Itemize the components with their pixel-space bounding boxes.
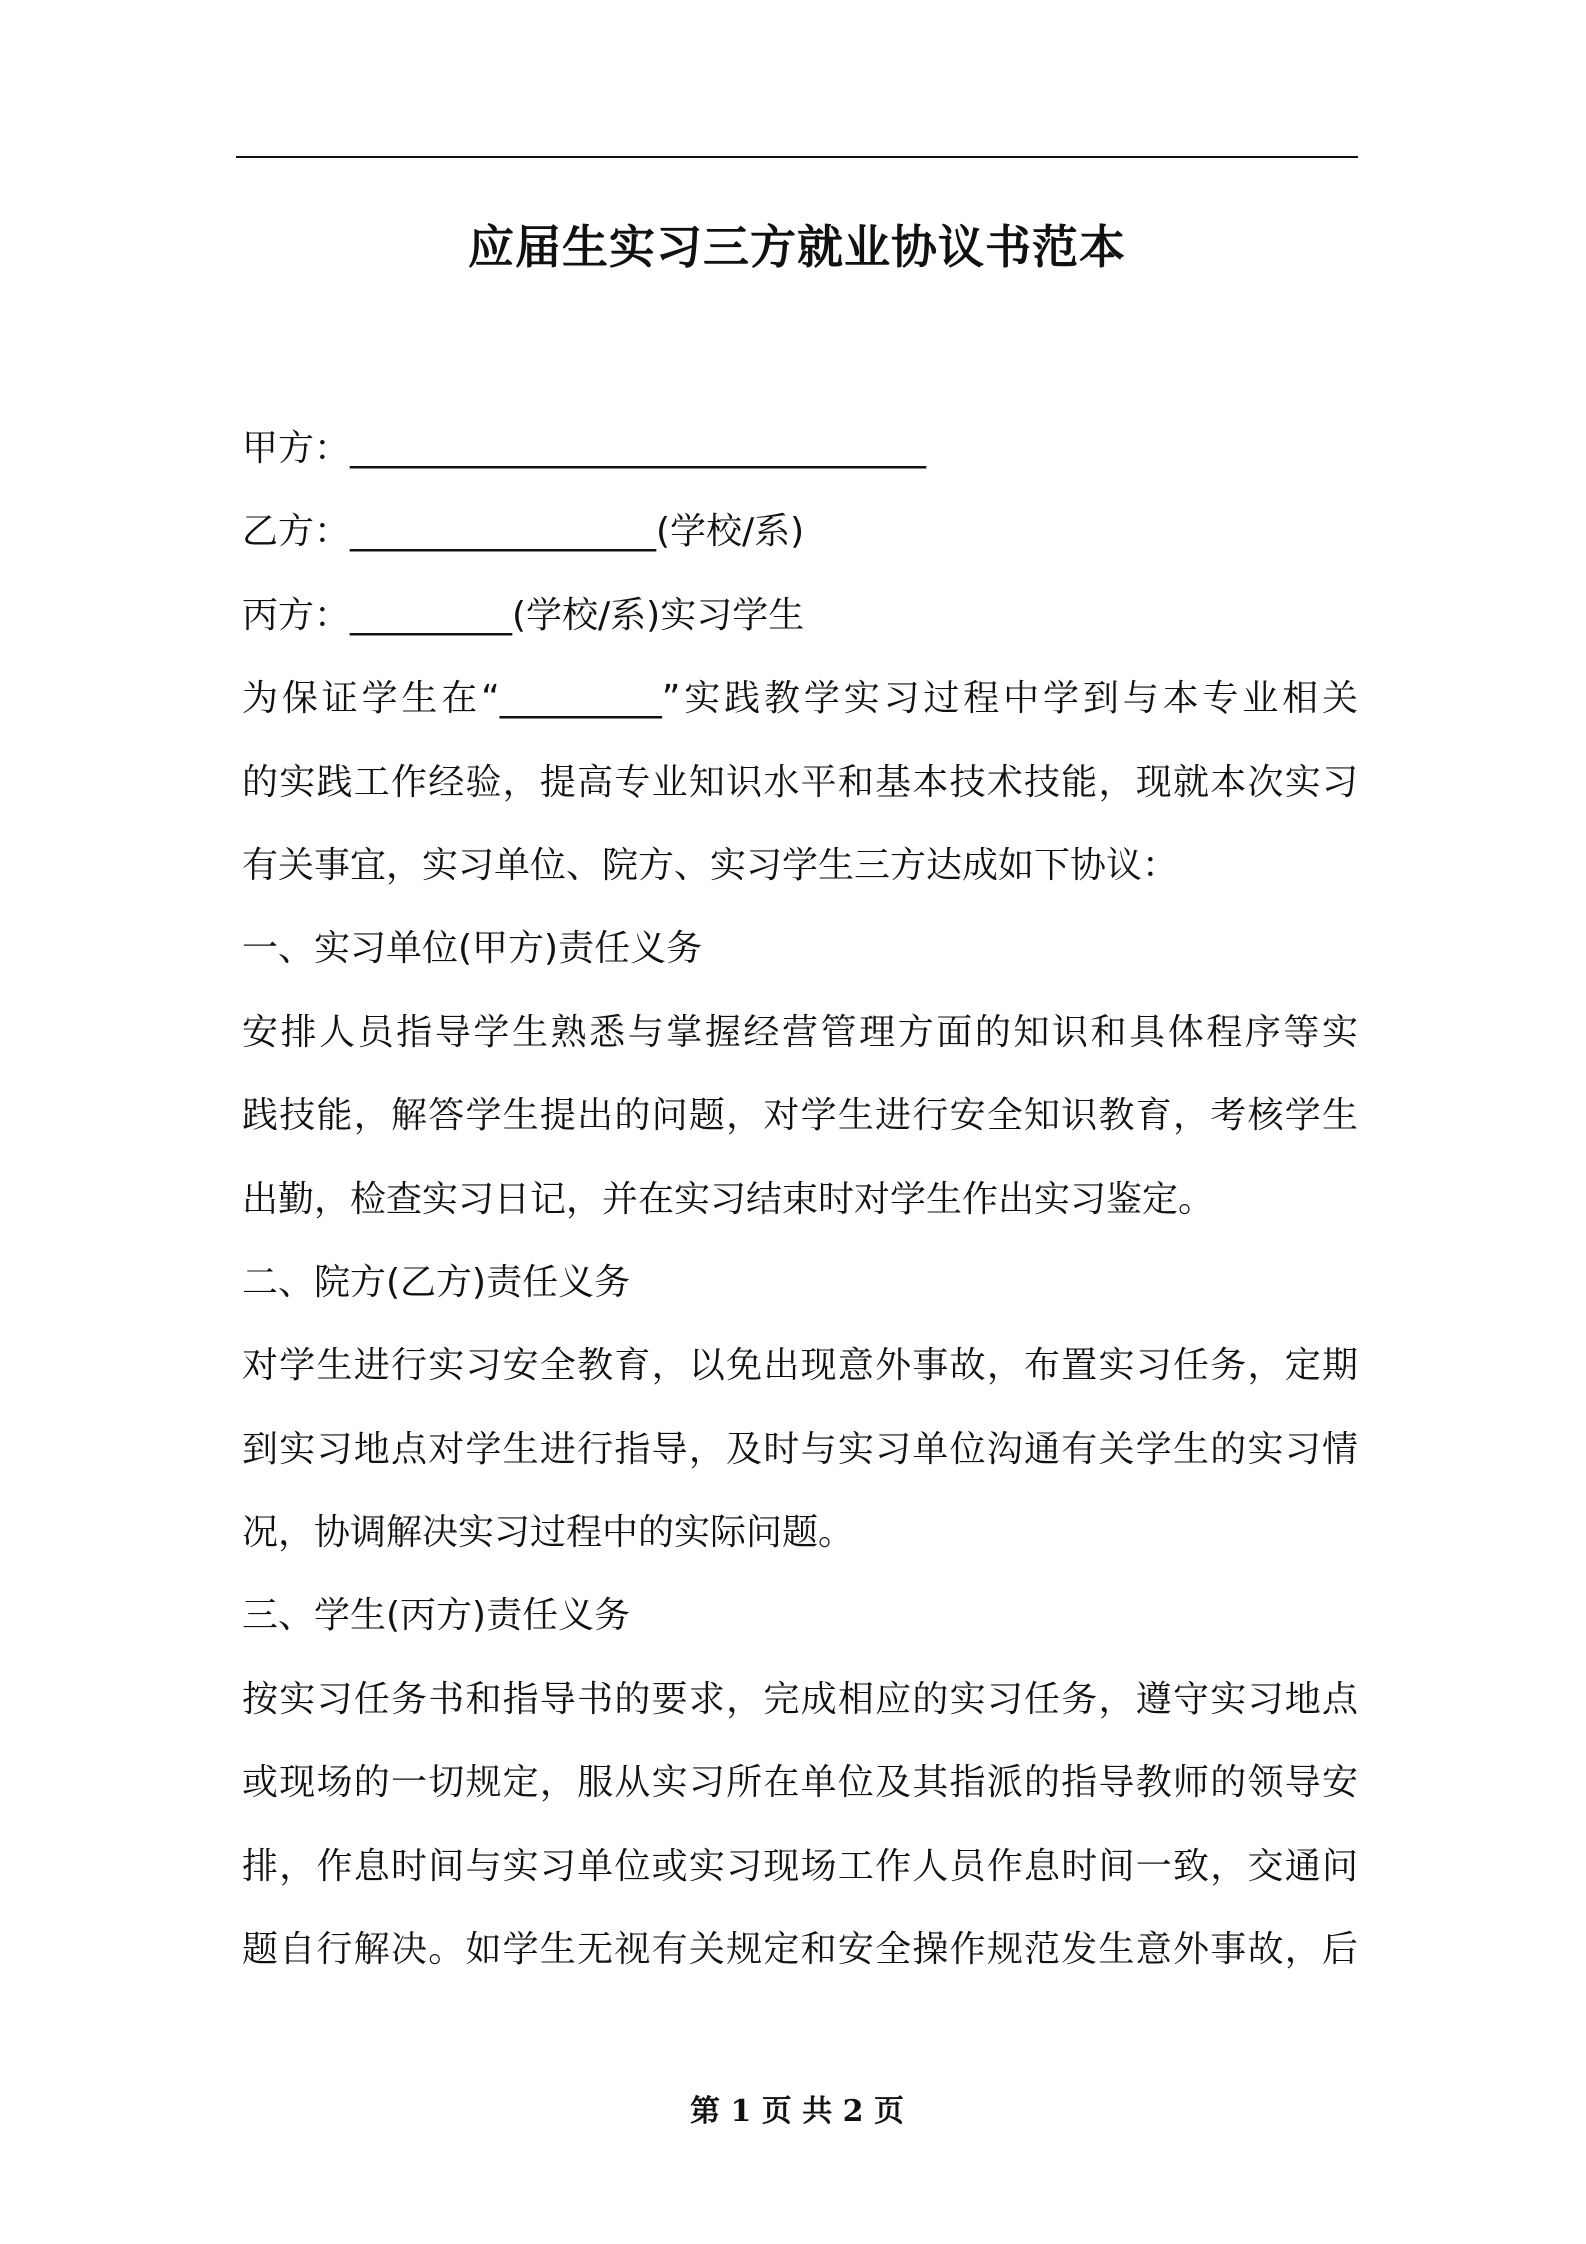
document-body	[242, 407, 1358, 1991]
section-heading: 三、学生(丙方)责任义务	[242, 1595, 631, 1637]
page-number-footer: 第 1 页 共 2 页	[690, 2094, 904, 2129]
paragraph-line: 践技能，解答学生提出的问题，对学生进行安全知识教育，考核学生	[242, 1095, 1358, 1137]
paragraph-line: 安排人员指导学生熟悉与掌握经营管理方面的知识和具体程序等实	[242, 1011, 1358, 1053]
party-b-line: 乙方：_________________(学校/系)	[242, 511, 805, 553]
section-heading: 二、院方(乙方)责任义务	[242, 1261, 631, 1303]
party-a-line: 甲方：________________________________	[242, 428, 927, 469]
paragraph-line: 对学生进行实习安全教育，以免出现意外事故，布置实习任务，定期	[242, 1345, 1358, 1387]
header-rule	[236, 156, 1358, 158]
paragraph-line: 有关事宜，实习单位、院方、实习学生三方达成如下协议：	[242, 844, 1179, 886]
paragraph-line: 况，协调解决实习过程中的实际问题。	[242, 1512, 855, 1554]
paragraph-line: 为保证学生在“_________”实践教学实习过程中学到与本专业相关	[242, 678, 1358, 720]
paragraph-line: 的实践工作经验，提高专业知识水平和基本技术技能，现就本次实习	[242, 761, 1358, 803]
paragraph-line: 出勤，检查实习日记，并在实习结束时对学生作出实习鉴定。	[242, 1178, 1215, 1220]
paragraph-line: 到实习地点对学生进行指导，及时与实习单位沟通有关学生的实习情	[242, 1428, 1358, 1470]
paragraph-line: 排，作息时间与实习单位或实习现场工作人员作息时间一致，交通问	[242, 1845, 1358, 1887]
paragraph-line: 或现场的一切规定，服从实习所在单位及其指派的指导教师的领导安	[242, 1762, 1358, 1804]
document-title: 应届生实习三方就业协议书范本	[468, 220, 1126, 274]
party-c-line: 丙方：_________(学校/系)实习学生	[242, 594, 805, 636]
section-heading: 一、实习单位(甲方)责任义务	[242, 928, 703, 970]
paragraph-line: 题自行解决。如学生无视有关规定和安全操作规范发生意外事故，后	[242, 1929, 1358, 1971]
paragraph-line: 按实习任务书和指导书的要求，完成相应的实习任务，遵守实习地点	[242, 1678, 1358, 1720]
